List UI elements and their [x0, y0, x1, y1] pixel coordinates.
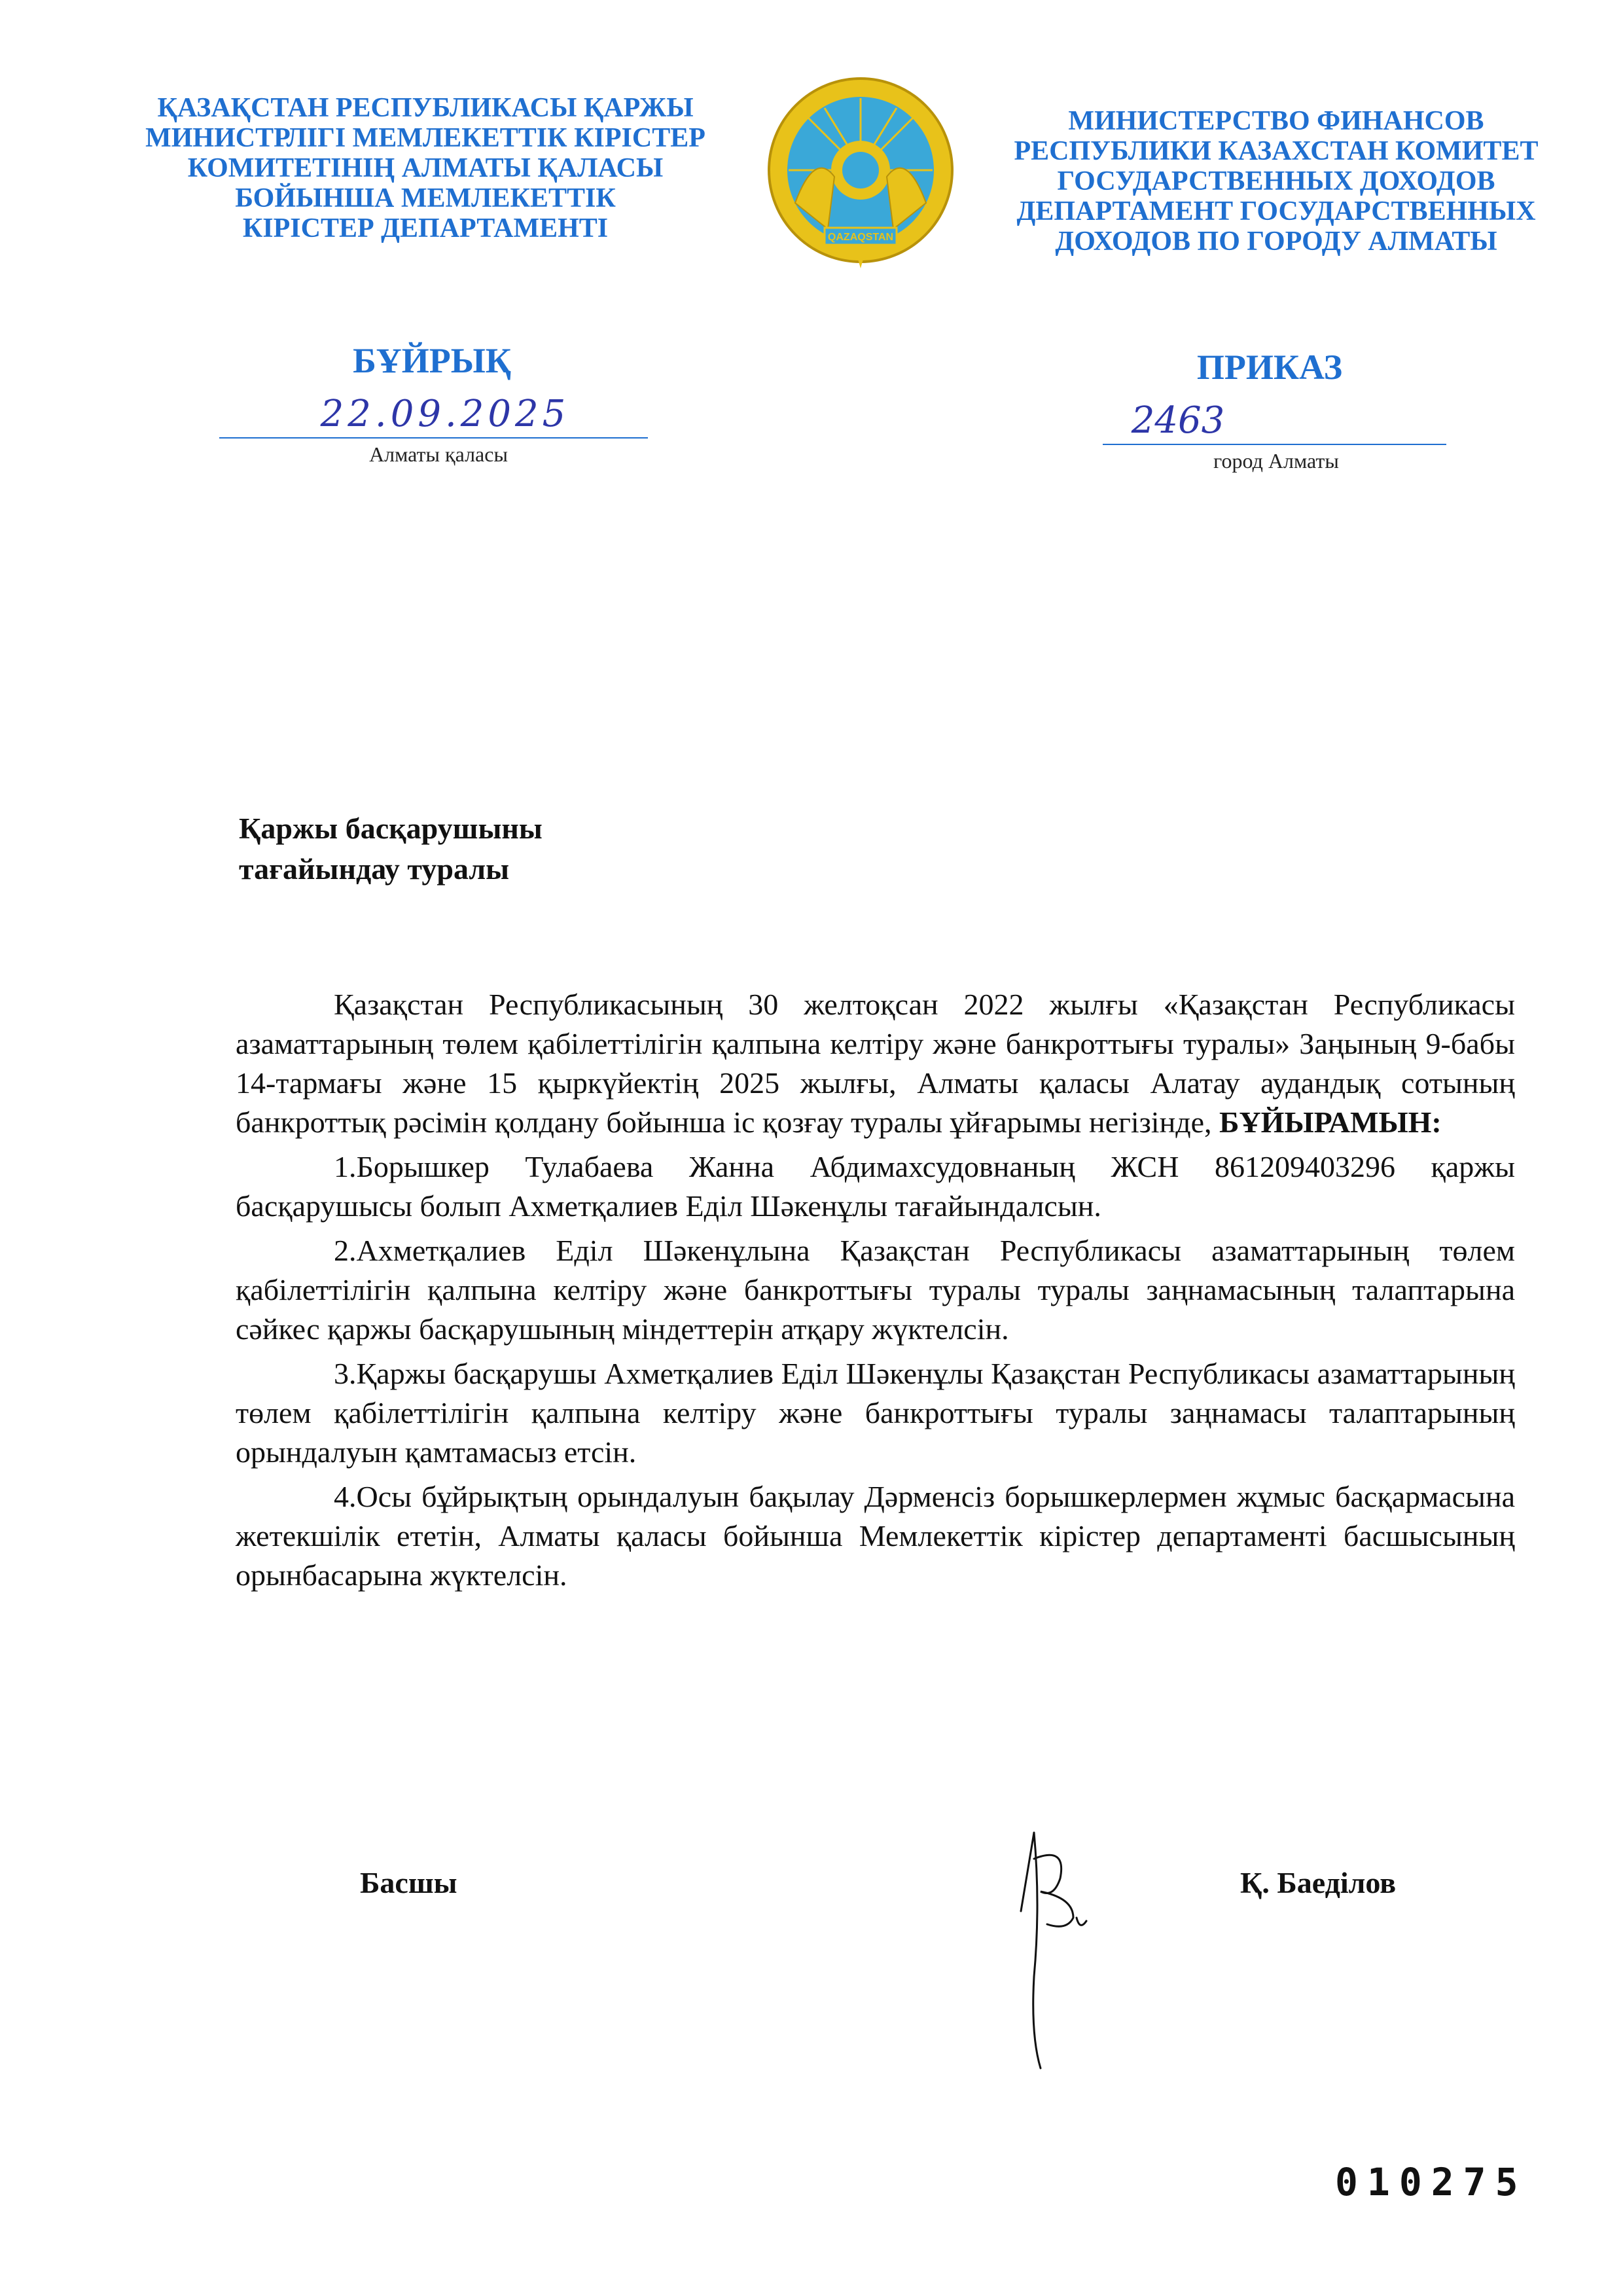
subject-line: Қаржы басқарушыны [239, 812, 543, 845]
emblem-text: QAZAQSTAN [827, 232, 894, 243]
order-item-3: 3.Қаржы басқарушы Ахметқалиев Еділ Шәкенұлы Қазақстан Республикасы азаматтарының төлем қабілеттілігін қалпына келтіру және банкроттығы туралы заңнамасы талаптарының орындалуын қамтамасыз етсін. [236, 1357, 1515, 1469]
header-kz-line: КОМИТЕТІНІҢ АЛМАТЫ ҚАЛАСЫ [187, 153, 664, 183]
order-title-kz: БҰЙРЫҚ [353, 341, 511, 380]
header-ru [982, 106, 1571, 257]
order-title-ru: ПРИКАЗ [1196, 348, 1343, 387]
header-kz-line: ҚАЗАҚСТАН РЕСПУБЛИКАСЫ ҚАРЖЫ [157, 93, 694, 123]
order-item-1: 1.Борышкер Тулабаева Жанна Абдимахсудовнаның ЖСН 861209403296 қаржы басқарушысы болып Ахметқалиев Еділ Шәкенұлы тағайындалсын. [236, 1150, 1515, 1223]
number-underline [1103, 444, 1446, 445]
serial-number: 010275 [1335, 2160, 1527, 2204]
subject-line: тағайындау туралы [239, 852, 510, 886]
order-word: БҰЙЫРАМЫН: [1219, 1105, 1442, 1139]
header-kz-line: МИНИСТРЛІГІ МЕМЛЕКЕТТІК КІРІСТЕР [145, 123, 705, 153]
city-ru: город Алматы [1213, 449, 1339, 473]
city-kz: Алматы қаласы [369, 442, 508, 466]
header-kz-line: КІРІСТЕР ДЕПАРТАМЕНТІ [242, 213, 609, 243]
handwritten-date: 22.09.2025 [320, 393, 570, 435]
signatory-role: Басшы [360, 1866, 457, 1899]
date-underline [219, 437, 648, 439]
document-body [236, 985, 1515, 1600]
preamble-text: Қазақстан Республикасының 30 желтоқсан 2022 жылғы «Қазақстан Республикасы азаматтарының төлем қабілеттілігін қалпына келтіру және банкроттығы туралы» Заңының 9-бабы 14-тармағы және 15 қыркүйектің 2025 жылғы, Алматы қаласы Алатау аудандық сотының банкроттық рәсімін қолдану бойынша іс қозғау туралы ұйғарымы негізінде, [236, 988, 1515, 1139]
order-item-4: 4.Осы бұйрықтың орындалуын бақылау Дәрменсіз борышкерлермен жұмыс басқармасына жетекшілік ететін, Алматы қаласы бойынша Мемлекеттік кірістер департаменті басшысының орынбасарына жүктелсін. [236, 1480, 1515, 1592]
handwritten-order-number: 2463 [1131, 399, 1225, 442]
order-item-2: 2.Ахметқалиев Еділ Шәкенұлына Қазақстан Республикасы азаматтарының төлем қабілеттілігін қалпына келтіру және банкроттығы туралы туралы заңнамасының талаптарына сәйкес қаржы басқарушының міндеттерін атқару жүктелсін. [236, 1234, 1515, 1346]
document-subject [239, 808, 828, 889]
header-ru-line: РЕСПУБЛИКИ КАЗАХСТАН КОМИТЕТ [1014, 136, 1539, 166]
header-ru-line: ДЕПАРТАМЕНТ ГОСУДАРСТВЕННЫХ [1016, 196, 1536, 226]
header-ru-line: ДОХОДОВ ПО ГОРОДУ АЛМАТЫ [1055, 226, 1497, 257]
header-ru-line: ГОСУДАРСТВЕННЫХ ДОХОДОВ [1057, 166, 1495, 196]
handwritten-signature [995, 1806, 1165, 2081]
header-kz-line: БОЙЫНША МЕМЛЕКЕТТІК [235, 183, 616, 213]
preamble-paragraph [236, 985, 1515, 1142]
header-kz [131, 93, 720, 243]
header-ru-line: МИНИСТЕРСТВО ФИНАНСОВ [1068, 106, 1484, 136]
signatory-name: Қ. Баеділов [1240, 1866, 1397, 1899]
state-emblem [756, 72, 965, 281]
